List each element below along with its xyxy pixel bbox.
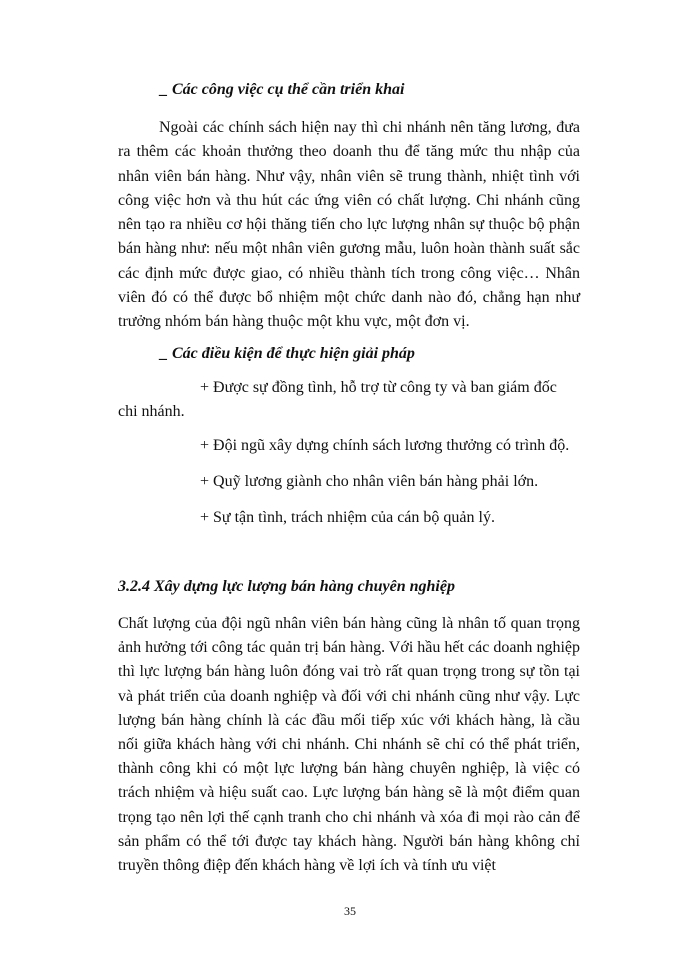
section-heading-specific-tasks: _ Các công việc cụ thể cần triển khai xyxy=(160,81,405,98)
condition-item-1-text: + Được sự đồng tình, hỗ trợ từ công ty và ban giám đốc chi nhánh. xyxy=(118,379,557,420)
section-heading-3-2-4: 3.2.4 Xây dựng lực lượng bán hàng chuyên nghiệp xyxy=(118,578,455,595)
condition-item-2: + Đội ngũ xây dựng chính sách lương thưởng có trình độ. xyxy=(200,437,570,454)
paragraph-specific-tasks: Ngoài các chính sách hiện nay thì chi nhánh nên tăng lương, đưa ra thêm các khoản thưởng theo doanh thu để tăng mức thu nhập của nhân viên bán hàng. Như vậy, nhân viên sẽ trung thành, nhiệt tình với công việc hơn và thu hút các ứng viên có chất lượng. Chi nhánh cũng nên tạo ra nhiều cơ hội thăng tiến cho lực lượng nhân sự thuộc bộ phận bán hàng như: nếu một nhân viên gương mẫu, luôn hoàn thành suất sắc các định mức được giao, có nhiều thành tích trong công việc… Nhân viên đó có thể được bổ nhiệm một chức danh nào đó, chẳng hạn như trưởng nhóm bán hàng thuộc một khu vực, một đơn vị. xyxy=(118,119,580,331)
condition-item-1 xyxy=(118,376,580,424)
page-number: 35 xyxy=(344,904,356,918)
paragraph-sales-force: Chất lượng của đội ngũ nhân viên bán hàng cũng là nhân tố quan trọng ảnh hưởng tới công tác quản trị bán hàng. Với hầu hết các doanh nghiệp thì lực lượng bán hàng luôn đóng vai trò rất quan trọng trong sự tồn tại và phát triển của doanh nghiệp và đối với chi nhánh cũng như vậy. Lực lượng bán hàng chính là các đầu mối tiếp xúc với khách hàng, là cầu nối giữa khách hàng với chi nhánh. Chi nhánh sẽ chỉ có thể phát triển, thành công khi có một lực lượng bán hàng chuyên nghiệp, là việc có trách nhiệm và hiệu suất cao. Lực lượng bán hàng sẽ là một điểm quan trọng tạo nên lợi thế cạnh tranh cho chi nhánh và xóa đi mọi rào cản để sản phẩm có thể tới được tay khách hàng. Người bán hàng không chỉ truyền thông điệp đến khách hàng về lợi ích và tính ưu việt xyxy=(118,615,580,875)
condition-item-4: + Sự tận tình, trách nhiệm của cán bộ quản lý. xyxy=(200,509,495,526)
condition-item-3: + Quỹ lương giành cho nhân viên bán hàng phải lớn. xyxy=(200,473,539,490)
section-heading-conditions: _ Các điều kiện để thực hiện giải pháp xyxy=(160,345,415,362)
